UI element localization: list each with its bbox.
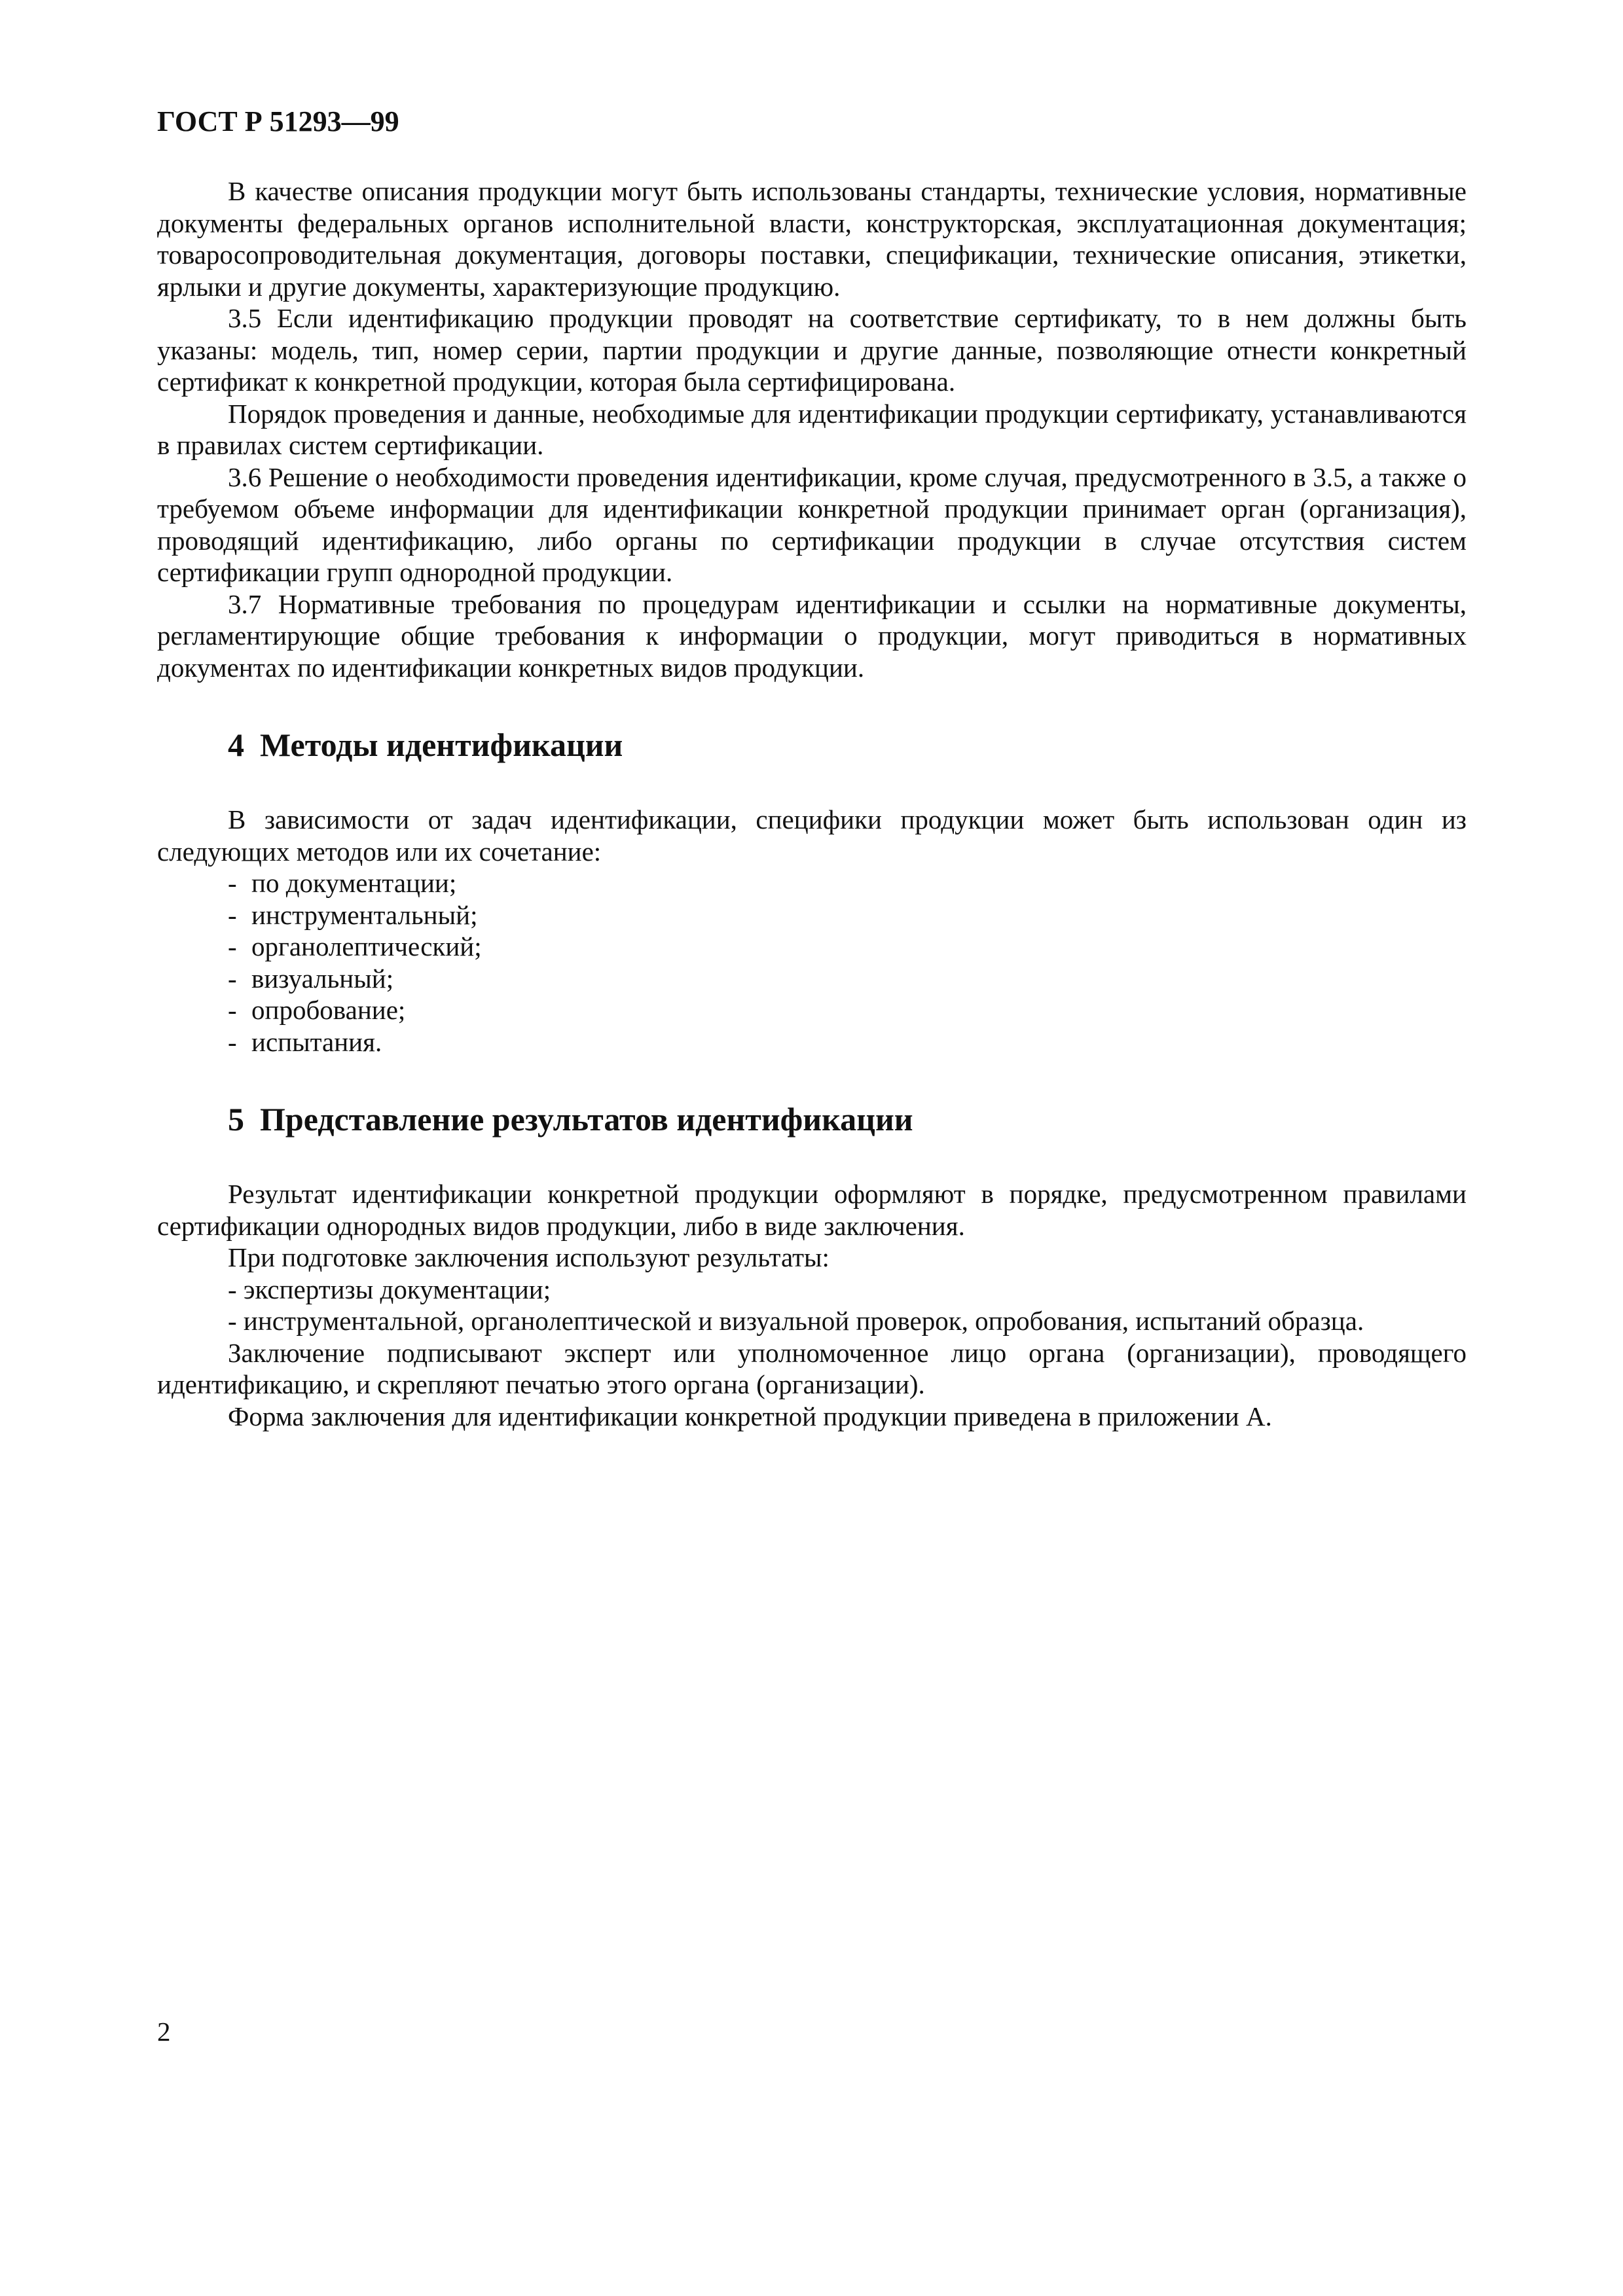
section-5-item-expertise: - экспертизы документации;	[228, 1274, 551, 1304]
section-5-item-checks: - инструментальной, органолептической и визуальной проверок, опробования, испытаний образца.	[228, 1306, 1364, 1336]
list-item-text: органолептический;	[251, 931, 482, 961]
list-dash: -	[228, 963, 237, 994]
list-item-text: по документации;	[251, 868, 457, 898]
section-5-number: 5	[228, 1101, 244, 1138]
list-item-text: опробование;	[251, 995, 406, 1025]
section-5-result-paragraph: Результат идентификации конкретной продукции оформляют в порядке, предусмотренном правилами сертификации однородных видов продукции, либо в виде заключения.	[157, 1179, 1467, 1241]
list-dash: -	[228, 995, 237, 1025]
list-dash: -	[228, 1026, 237, 1057]
list-dash: -	[228, 899, 237, 930]
section-4-number: 4	[228, 726, 244, 763]
paragraph-3-7: 3.7 Нормативные требования по процедурам идентификации и ссылки на нормативные документы, регламентирующие общие требования к информации о продукции, могут приводиться в нормативных документах по идентификации конкретных видов продукции.	[157, 588, 1467, 683]
paragraph-3-5: 3.5 Если идентификацию продукции проводят на соответствие сертификату, то в нем должны быть указаны: модель, тип, номер серии, партии продукции и другие данные, позволяющие отнести конкретный сертификат к конкретной продукции, которая была сертифицирована.	[157, 303, 1467, 397]
list-item-text: визуальный;	[251, 963, 394, 994]
list-item-text: инструментальный;	[251, 899, 478, 930]
section-5-heading	[157, 1100, 1467, 1139]
paragraph-3-6: 3.6 Решение о необходимости проведения идентификации, кроме случая, предусмотренного в 3.5, а также о требуемом объеме информации для идентификации конкретной продукции принимает орган (организация), проводящий идентификацию, либо органы по сертификации продукции в случае отсутствия систем сертификации групп однородной продукции.	[157, 461, 1467, 587]
methods-list	[157, 867, 1467, 1058]
list-item	[228, 1026, 1467, 1058]
list-item	[228, 931, 1467, 963]
paragraph-procedure: Порядок проведения и данные, необходимые для идентификации продукции сертификату, устанавливаются в правилах систем сертификации.	[157, 398, 1467, 460]
list-item	[228, 963, 1467, 995]
section-5-results-used: При подготовке заключения используют результаты:	[228, 1242, 830, 1272]
list-item	[228, 994, 1467, 1026]
paragraph-description-sources: В качестве описания продукции могут быть использованы стандарты, технические условия, нормативные документы федеральных органов исполнительной власти, конструкторская, эксплуатационная документация; товаросопроводительная документация, договоры поставки, спецификации, технические описания, этикетки, ярлыки и другие документы, характеризующие продукцию.	[157, 176, 1467, 302]
list-item	[228, 899, 1467, 931]
page-number: 2	[157, 2017, 171, 2047]
section-4-intro: В зависимости от задач идентификации, специфики продукции может быть использован один из следующих методов или их сочетание:	[157, 804, 1467, 867]
section-5-form-paragraph: Форма заключения для идентификации конкретной продукции приведена в приложении А.	[228, 1401, 1272, 1431]
section-4-title: Методы идентификации	[260, 726, 623, 763]
list-item-text: испытания.	[251, 1026, 382, 1057]
section-4-heading	[157, 725, 1467, 764]
document-body	[157, 175, 1467, 1432]
section-5-title: Представление результатов идентификации	[260, 1101, 913, 1138]
list-dash: -	[228, 868, 237, 898]
list-item	[228, 867, 1467, 899]
section-5-signature-paragraph: Заключение подписывают эксперт или уполномоченное лицо органа (организации), проводящего идентификацию, и скрепляют печатью этого органа (организации).	[157, 1337, 1467, 1399]
document-code-header: ГОСТ Р 51293—99	[157, 105, 399, 137]
list-dash: -	[228, 931, 237, 961]
